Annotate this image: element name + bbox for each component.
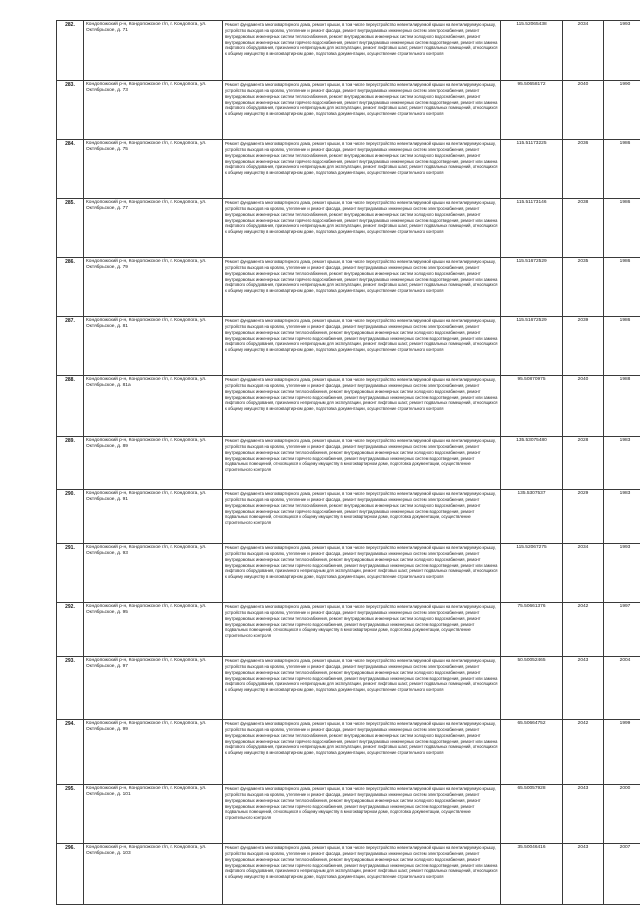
plan-year-cell: 2042 [563,603,604,657]
table-row [57,140,640,199]
build-year-cell: 2000 [604,785,640,844]
work-description-cell [223,317,501,376]
build-year-cell: 1999 [604,720,640,785]
row-number: 296. [57,844,84,905]
build-year-cell: 2007 [604,844,640,905]
cost-cell: 65.50057928 [501,785,563,844]
plan-year-cell: 2039 [563,317,604,376]
address-cell: Кондопожский р-н, Кондопожское г/п, г. Кондопога, ул. Октябрьское, д. 103 [84,844,223,905]
cost-cell: 115.52065438 [501,21,563,81]
work-description-cell [223,376,501,437]
work-description-cell [223,81,501,140]
plan-year-cell: 2043 [563,785,604,844]
work-description-cell [223,490,501,544]
plan-year-cell: 2036 [563,140,604,199]
plan-year-cell: 2029 [563,490,604,544]
work-description-text: Ремонт фундамента многоквартирного дома, ремонт крыши, в том числе переустройство невентилируемой крыши на вентилируемую крышу, устройство выходов на кровлю, утепление и ремонт фасада, ремонт внутридомовых инженерных систем электроснабжения, ремонт внутридомовых инженерных систем теплоснабжения, ремонт внутридомовых инженерных систем холодного водоснабжения, ремонт внутридомовых инженерных систем горячего водоснабжения, ремонт внутридомовых инженерных систем водоотведения, ремонт или замена лифтового оборудования, признанного непригодным для эксплуатации, ремонт лифтовых шахт, ремонт подвальных помещений, относящихся к общему имуществу в многоквартирном доме, подготовка документации, осуществление строительного контроля [225,141,498,176]
address-cell: Кондопожский р-н, Кондопожское г/п, г. Кондопога, ул. Октябрьское, д. 81 [84,317,223,376]
work-description-cell [223,844,501,905]
work-description-text: Ремонт фундамента многоквартирного дома, ремонт крыши, в том числе переустройство невентилируемой крыши на вентилируемую крышу, устройство выходов на кровлю, утепление и ремонт фасада, ремонт внутридомовых инженерных систем электроснабжения, ремонт внутридомовых инженерных систем теплоснабжения, ремонт внутридомовых инженерных систем холодного водоснабжения, ремонт внутридомовых инженерных систем горячего водоснабжения, ремонт внутридомовых инженерных систем водоотведения, ремонт или замена лифтового оборудования, признанного непригодным для эксплуатации, ремонт лифтовых шахт, ремонт подвальных помещений, относящихся к общему имуществу в многоквартирном доме, подготовка документации, осуществление строительного контроля [225,658,498,693]
work-description-text: Ремонт фундамента многоквартирного дома, ремонт крыши, в том числе переустройство невентилируемой крыши на вентилируемую крышу, устройство выходов на кровлю, утепление и ремонт фасада, ремонт внутридомовых инженерных систем электроснабжения, ремонт внутридомовых инженерных систем теплоснабжения, ремонт внутридомовых инженерных систем холодного водоснабжения, ремонт внутридомовых инженерных систем горячего водоснабжения, ремонт внутридомовых инженерных систем водоотведения, ремонт или замена лифтового оборудования, признанного непригодным для эксплуатации, ремонт лифтовых шахт, ремонт подвальных помещений, относящихся к общему имуществу в многоквартирном доме, подготовка документации, осуществление строительного контроля [225,259,498,294]
table-body [57,21,640,905]
plan-year-cell: 2040 [563,376,604,437]
work-description-text: Ремонт фундамента многоквартирного дома, ремонт крыши, в том числе переустройство невентилируемой крыши на вентилируемую крышу, устройство выходов на кровлю, утепление и ремонт фасада, ремонт внутридомовых инженерных систем электроснабжения, ремонт внутридомовых инженерных систем теплоснабжения, ремонт внутридомовых инженерных систем холодного водоснабжения, ремонт внутридомовых инженерных систем горячего водоснабжения, ремонт внутридомовых инженерных систем водоотведения, ремонт или замена лифтового оборудования, признанного непригодным для эксплуатации, ремонт лифтовых шахт, ремонт подвальных помещений, относящихся к общему имуществу в многоквартирном доме, подготовка документации, осуществление строительного контроля [225,845,498,880]
row-number: 286. [57,258,84,317]
address-cell: Кондопожский р-н, Кондопожское г/п, г. Кондопога, ул. Октябрьское, д. 75 [84,140,223,199]
address-cell: Кондопожский р-н, Кондопожское г/п, г. Кондопога, ул. Октябрьское, д. 101 [84,785,223,844]
table-row [57,376,640,437]
address-cell: Кондопожский р-н, Кондопожское г/п, г. Кондопога, ул. Октябрьское, д. 91 [84,490,223,544]
table-row [57,657,640,720]
row-number: 293. [57,657,84,720]
table-row [57,81,640,140]
cost-cell: 135.5307537 [501,490,563,544]
row-number: 291. [57,544,84,603]
table-row [57,785,640,844]
work-description-text: Ремонт фундамента многоквартирного дома, ремонт крыши, в том числе переустройство невентилируемой крыши на вентилируемую крышу, устройство выходов на кровлю, утепление и ремонт фасада, ремонт внутридомовых инженерных систем электроснабжения, ремонт внутридомовых инженерных систем теплоснабжения, ремонт внутридомовых инженерных систем холодного водоснабжения, ремонт внутридомовых инженерных систем горячего водоснабжения, ремонт внутридомовых инженерных систем водоотведения, ремонт или замена лифтового оборудования, признанного непригодным для эксплуатации, ремонт лифтовых шахт, ремонт подвальных помещений, относящихся к общему имуществу в многоквартирном доме, подготовка документации, осуществление строительного контроля [225,377,498,412]
work-description-text: Ремонт фундамента многоквартирного дома, ремонт крыши, в том числе переустройство невентилируемой крыши на вентилируемую крышу, устройство выходов на кровлю, утепление и ремонт фасада, ремонт внутридомовых инженерных систем электроснабжения, ремонт внутридомовых инженерных систем теплоснабжения, ремонт внутридомовых инженерных систем холодного водоснабжения, ремонт внутридомовых инженерных систем горячего водоснабжения, ремонт внутридомовых инженерных систем водоотведения, ремонт подвальных помещений, относящихся к общему имуществу в многоквартирном доме, подготовка документации, осуществление строительного контроля [225,491,496,526]
build-year-cell: 1986 [604,199,640,258]
cost-cell: 75.50661376 [501,603,563,657]
work-description-text: Ремонт фундамента многоквартирного дома, ремонт крыши, в том числе переустройство невентилируемой крыши на вентилируемую крышу, устройство выходов на кровлю, утепление и ремонт фасада, ремонт внутридомовых инженерных систем электроснабжения, ремонт внутридомовых инженерных систем теплоснабжения, ремонт внутридомовых инженерных систем холодного водоснабжения, ремонт внутридомовых инженерных систем горячего водоснабжения, ремонт внутридомовых инженерных систем водоотведения, ремонт или замена лифтового оборудования, признанного непригодным для эксплуатации, ремонт лифтовых шахт, ремонт подвальных помещений, относящихся к общему имуществу в многоквартирном доме, подготовка документации, осуществление строительного контроля [225,200,498,235]
address-cell: Кондопожский р-н, Кондопожское г/п, г. Кондопога, ул. Октябрьское, д. 95 [84,603,223,657]
work-description-cell [223,544,501,603]
cost-cell: 35.50046416 [501,844,563,905]
work-description-text: Ремонт фундамента многоквартирного дома, ремонт крыши, в том числе переустройство невентилируемой крыши на вентилируемую крышу, устройство выходов на кровлю, утепление и ремонт фасада, ремонт внутридомовых инженерных систем электроснабжения, ремонт внутридомовых инженерных систем теплоснабжения, ремонт внутридомовых инженерных систем холодного водоснабжения, ремонт внутридомовых инженерных систем горячего водоснабжения, ремонт внутридомовых инженерных систем водоотведения, ремонт подвальных помещений, относящихся к общему имуществу в многоквартирном доме, подготовка документации, осуществление строительного контроля [225,786,496,821]
table-row [57,258,640,317]
table-row [57,603,640,657]
cost-cell: 95.50658172 [501,81,563,140]
work-description-cell [223,720,501,785]
table-row [57,199,640,258]
work-description-text: Ремонт фундамента многоквартирного дома, ремонт крыши, в том числе переустройство невентилируемой крыши на вентилируемую крышу, устройство выходов на кровлю, утепление и ремонт фасада, ремонт внутридомовых инженерных систем электроснабжения, ремонт внутридомовых инженерных систем теплоснабжения, ремонт внутридомовых инженерных систем холодного водоснабжения, ремонт внутридомовых инженерных систем горячего водоснабжения, ремонт внутридомовых инженерных систем водоотведения, ремонт или замена лифтового оборудования, признанного непригодным для эксплуатации, ремонт лифтовых шахт, ремонт подвальных помещений, относящихся к общему имуществу в многоквартирном доме, подготовка документации, осуществление строительного контроля [225,318,498,353]
row-number: 282. [57,21,84,81]
table-row [57,437,640,490]
build-year-cell: 1990 [604,81,640,140]
work-description-cell [223,603,501,657]
row-number: 290. [57,490,84,544]
build-year-cell: 1993 [604,21,640,81]
work-description-text: Ремонт фундамента многоквартирного дома, ремонт крыши, в том числе переустройство невентилируемой крыши на вентилируемую крышу, устройство выходов на кровлю, утепление и ремонт фасада, ремонт внутридомовых инженерных систем электроснабжения, ремонт внутридомовых инженерных систем теплоснабжения, ремонт внутридомовых инженерных систем холодного водоснабжения, ремонт внутридомовых инженерных систем горячего водоснабжения, ремонт внутридомовых инженерных систем водоотведения, ремонт подвальных помещений, относящихся к общему имуществу в многоквартирном доме, подготовка документации, осуществление строительного контроля [225,438,496,473]
row-number: 294. [57,720,84,785]
build-year-cell: 1986 [604,317,640,376]
build-year-cell: 1983 [604,437,640,490]
work-description-cell [223,437,501,490]
plan-year-cell: 2040 [563,81,604,140]
cost-cell: 95.50870975 [501,376,563,437]
plan-year-cell: 2035 [563,258,604,317]
address-cell: Кондопожский р-н, Кондопожское г/п, г. Кондопога, ул. Октябрьское, д. 99 [84,720,223,785]
plan-year-cell: 2038 [563,199,604,258]
plan-year-cell: 2043 [563,657,604,720]
row-number: 292. [57,603,84,657]
cost-cell: 115.51173146 [501,199,563,258]
cost-cell: 115.51672529 [501,317,563,376]
build-year-cell: 1993 [604,544,640,603]
cost-cell: 115.52067275 [501,544,563,603]
address-cell: Кондопожский р-н, Кондопожское г/п, г. Кондопога, ул. Октябрьское, д. 93 [84,544,223,603]
cost-cell: 135.53075480 [501,437,563,490]
row-number: 288. [57,376,84,437]
address-cell: Кондопожский р-н, Кондопожское г/п, г. Кондопога, ул. Октябрьское, д. 79 [84,258,223,317]
address-cell: Кондопожский р-н, Кондопожское г/п, г. Кондопога, ул. Октябрьское, д. 71 [84,21,223,81]
address-cell: Кондопожский р-н, Кондопожское г/п, г. Кондопога, ул. Октябрьское, д. 89 [84,437,223,490]
table-row [57,544,640,603]
row-number: 295. [57,785,84,844]
work-description-text: Ремонт фундамента многоквартирного дома, ремонт крыши, в том числе переустройство невентилируемой крыши на вентилируемую крышу, устройство выходов на кровлю, утепление и ремонт фасада, ремонт внутридомовых инженерных систем электроснабжения, ремонт внутридомовых инженерных систем теплоснабжения, ремонт внутридомовых инженерных систем холодного водоснабжения, ремонт внутридомовых инженерных систем горячего водоснабжения, ремонт внутридомовых инженерных систем водоотведения, ремонт или замена лифтового оборудования, признанного непригодным для эксплуатации, ремонт лифтовых шахт, ремонт подвальных помещений, относящихся к общему имуществу в многоквартирном доме, подготовка документации, осуществление строительного контроля [225,721,498,756]
work-description-text: Ремонт фундамента многоквартирного дома, ремонт крыши, в том числе переустройство невентилируемой крыши на вентилируемую крышу, устройство выходов на кровлю, утепление и ремонт фасада, ремонт внутридомовых инженерных систем электроснабжения, ремонт внутридомовых инженерных систем теплоснабжения, ремонт внутридомовых инженерных систем холодного водоснабжения, ремонт внутридомовых инженерных систем горячего водоснабжения, ремонт внутридомовых инженерных систем водоотведения, ремонт или замена лифтового оборудования, признанного непригодным для эксплуатации, ремонт лифтовых шахт, ремонт подвальных помещений, относящихся к общему имуществу в многоквартирном доме, подготовка документации, осуществление строительного контроля [225,82,498,117]
plan-year-cell: 2028 [563,437,604,490]
build-year-cell: 1988 [604,376,640,437]
plan-year-cell: 2042 [563,720,604,785]
build-year-cell: 1986 [604,140,640,199]
cost-cell: 115.51173225 [501,140,563,199]
work-description-cell [223,199,501,258]
address-cell: Кондопожский р-н, Кондопожское г/п, г. Кондопога, ул. Октябрьское, д. 97 [84,657,223,720]
work-description-cell [223,657,501,720]
table-row [57,490,640,544]
work-description-cell [223,785,501,844]
table-row [57,317,640,376]
row-number: 283. [57,81,84,140]
table-row [57,21,640,81]
build-year-cell: 1986 [604,258,640,317]
table-row [57,844,640,905]
work-description-text: Ремонт фундамента многоквартирного дома, ремонт крыши, в том числе переустройство невентилируемой крыши на вентилируемую крышу, устройство выходов на кровлю, утепление и ремонт фасада, ремонт внутридомовых инженерных систем электроснабжения, ремонт внутридомовых инженерных систем теплоснабжения, ремонт внутридомовых инженерных систем холодного водоснабжения, ремонт внутридомовых инженерных систем горячего водоснабжения, ремонт внутридомовых инженерных систем водоотведения, ремонт подвальных помещений, относящихся к общему имуществу в многоквартирном доме, подготовка документации, осуществление строительного контроля [225,604,496,639]
build-year-cell: 1983 [604,490,640,544]
row-number: 285. [57,199,84,258]
capital-repair-table [56,20,640,905]
work-description-cell [223,21,501,81]
cost-cell: 65.50664752 [501,720,563,785]
work-description-cell [223,140,501,199]
plan-year-cell: 2043 [563,844,604,905]
plan-year-cell: 2034 [563,544,604,603]
work-description-text: Ремонт фундамента многоквартирного дома, ремонт крыши, в том числе переустройство невентилируемой крыши на вентилируемую крышу, устройство выходов на кровлю, утепление и ремонт фасада, ремонт внутридомовых инженерных систем электроснабжения, ремонт внутридомовых инженерных систем теплоснабжения, ремонт внутридомовых инженерных систем холодного водоснабжения, ремонт внутридомовых инженерных систем горячего водоснабжения, ремонт внутридомовых инженерных систем водоотведения, ремонт или замена лифтового оборудования, признанного непригодным для эксплуатации, ремонт лифтовых шахт, ремонт подвальных помещений, относящихся к общему имуществу в многоквартирном доме, подготовка документации, осуществление строительного контроля [225,545,498,580]
work-description-text: Ремонт фундамента многоквартирного дома, ремонт крыши, в том числе переустройство невентилируемой крыши на вентилируемую крышу, устройство выходов на кровлю, утепление и ремонт фасада, ремонт внутридомовых инженерных систем электроснабжения, ремонт внутридомовых инженерных систем теплоснабжения, ремонт внутридомовых инженерных систем холодного водоснабжения, ремонт внутридомовых инженерных систем горячего водоснабжения, ремонт внутридомовых инженерных систем водоотведения, ремонт или замена лифтового оборудования, признанного непригодным для эксплуатации, ремонт лифтовых шахт, ремонт подвальных помещений, относящихся к общему имуществу в многоквартирном доме, подготовка документации, осуществление строительного контроля [225,22,498,57]
cost-cell: 115.51672529 [501,258,563,317]
cost-cell: 50.50052465 [501,657,563,720]
address-cell: Кондопожский р-н, Кондопожское г/п, г. Кондопога, ул. Октябрьское, д. 73 [84,81,223,140]
table-row [57,720,640,785]
build-year-cell: 2004 [604,657,640,720]
row-number: 287. [57,317,84,376]
address-cell: Кондопожский р-н, Кондопожское г/п, г. Кондопога, ул. Октябрьское, д. 81а [84,376,223,437]
plan-year-cell: 2034 [563,21,604,81]
address-cell: Кондопожский р-н, Кондопожское г/п, г. Кондопога, ул. Октябрьское, д. 77 [84,199,223,258]
row-number: 289. [57,437,84,490]
build-year-cell: 1997 [604,603,640,657]
work-description-cell [223,258,501,317]
row-number: 284. [57,140,84,199]
